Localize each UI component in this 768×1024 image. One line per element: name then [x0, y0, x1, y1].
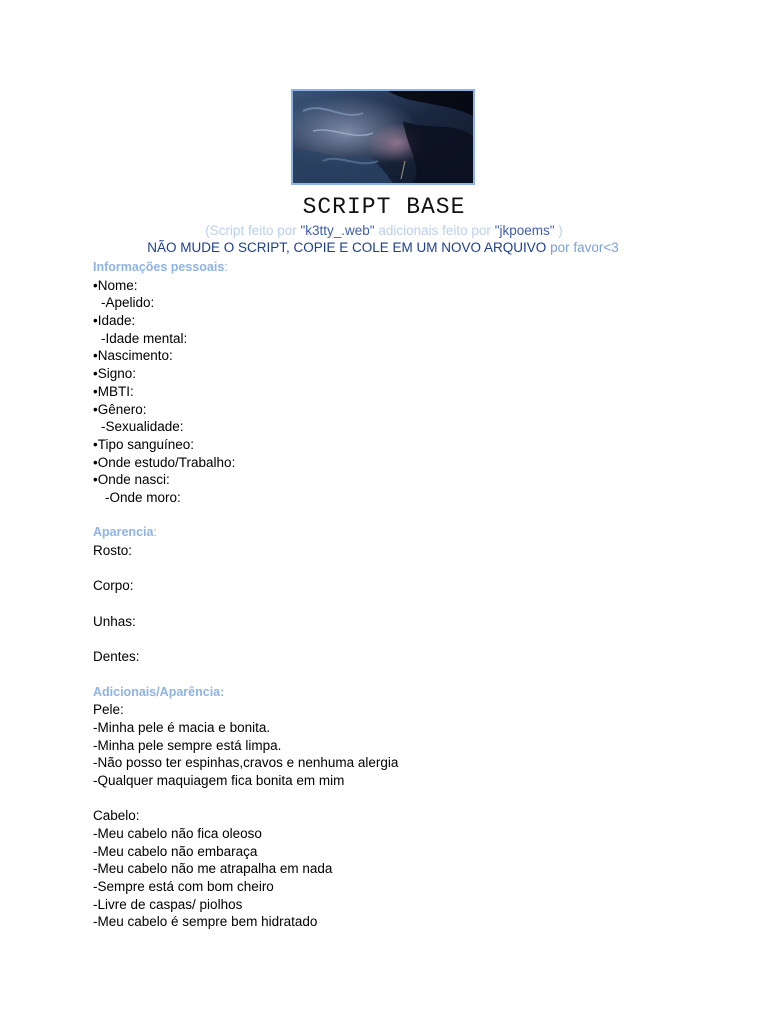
- field-mbti: •MBTI:: [93, 383, 134, 399]
- field-onde-moro: -Onde moro:: [105, 489, 181, 505]
- field-idade-mental: -Idade mental:: [101, 330, 188, 346]
- field-corpo: Corpo:: [93, 578, 134, 594]
- credit-suffix: ): [554, 223, 563, 238]
- spacer: [93, 790, 733, 808]
- notice-soft: por favor<3: [546, 240, 619, 255]
- pele-item: -Não posso ter espinhas,cravos e nenhuma alergia: [93, 755, 399, 771]
- credit-author: "k3tty_.web": [300, 223, 375, 238]
- header-painting-image: [291, 89, 475, 185]
- cabelo-item: -Livre de caspas/ piolhos: [93, 896, 243, 912]
- notice-line: [0, 240, 766, 255]
- cabelo-item: -Meu cabelo não fica oleoso: [93, 826, 262, 841]
- field-tipo-sanguineo: •Tipo sanguíneo:: [93, 436, 195, 452]
- spacer: [93, 666, 733, 684]
- field-apelido: -Apelido:: [101, 295, 155, 311]
- section-heading-personal-text: Informações pessoais: [93, 260, 225, 274]
- field-idade: •Idade:: [93, 313, 136, 329]
- field-unhas: Unhas:: [93, 613, 136, 629]
- notice-main: NÃO MUDE O SCRIPT, COPIE E COLE EM UM NOVO ARQUIVO: [147, 240, 547, 255]
- field-sexualidade: -Sexualidade:: [101, 419, 184, 435]
- field-genero: •Gênero:: [93, 401, 147, 417]
- spacer: [93, 560, 733, 578]
- pele-item: -Minha pele é macia e bonita.: [93, 719, 271, 735]
- pele-label: Pele:: [93, 702, 124, 718]
- field-dentes: Dentes:: [93, 649, 140, 665]
- section-heading-personal: Informações pessoais:: [93, 260, 228, 274]
- credit-line: [0, 223, 768, 238]
- section-heading-additional: Adicionais/Aparência:: [93, 684, 225, 699]
- spacer: [93, 630, 733, 648]
- document-body: [93, 259, 733, 931]
- cabelo-item: -Meu cabelo não me atrapalha em nada: [93, 861, 333, 877]
- spacer: [93, 507, 733, 525]
- spacer: [93, 595, 733, 613]
- cabelo-item: -Sempre está com bom cheiro: [93, 879, 274, 895]
- document-title: SCRIPT BASE: [302, 194, 466, 220]
- field-signo: •Signo:: [93, 366, 137, 382]
- field-nome: •Nome:: [93, 277, 138, 293]
- credit-addons-author: "jkpoems": [494, 223, 555, 238]
- cabelo-item: -Meu cabelo é sempre bem hidratado: [93, 914, 318, 930]
- cabelo-label: Cabelo:: [93, 808, 140, 824]
- pele-item: -Qualquer maquiagem fica bonita em mim: [93, 772, 345, 788]
- field-rosto: Rosto:: [93, 543, 133, 558]
- field-onde-estudo: •Onde estudo/Trabalho:: [93, 454, 236, 470]
- pele-item: -Minha pele sempre está limpa.: [93, 737, 282, 753]
- cabelo-item: -Meu cabelo não embaraça: [93, 843, 258, 859]
- credit-middle: adicionais feito por: [374, 223, 495, 238]
- credit-prefix: (Script feito por: [205, 223, 301, 238]
- field-nascimento: •Nascimento:: [93, 348, 173, 364]
- section-heading-appearance: Aparencia:: [93, 525, 157, 540]
- field-onde-nasci: •Onde nasci:: [93, 472, 170, 488]
- section-heading-appearance-text: Aparencia: [93, 525, 154, 540]
